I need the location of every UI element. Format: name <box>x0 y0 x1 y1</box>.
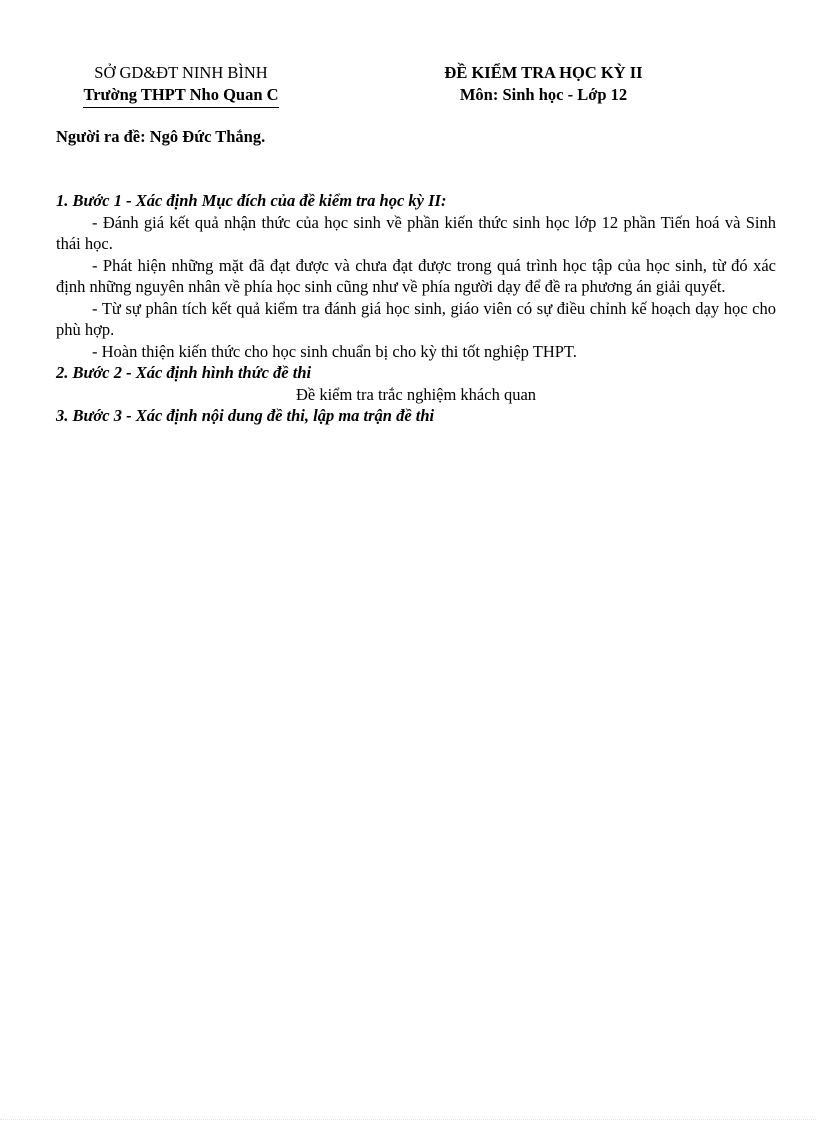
exam-subject: Môn: Sinh học - Lớp 12 <box>459 85 628 104</box>
step3-heading: 3. Bước 3 - Xác định nội dung đề thi, lập ma trận đề thi <box>56 406 435 425</box>
author-line: Người ra đề: Ngô Đức Thắng. <box>56 127 266 146</box>
document-body <box>56 190 776 427</box>
department-name: SỞ GD&ĐT NINH BÌNH <box>94 63 268 82</box>
step1-item: - Đánh giá kết quả nhận thức của học sinh về phần kiến thức sinh học lớp 12 phần Tiến hoá và Sinh thái học. <box>56 212 776 253</box>
page-bottom-divider <box>0 1119 816 1120</box>
step2-text: Đề kiểm tra trắc nghiệm khách quan <box>295 384 537 404</box>
step2-heading: 2. Bước 2 - Xác định hình thức đề thi <box>56 363 312 382</box>
exam-info-block <box>416 62 671 106</box>
issuer-block <box>56 62 306 108</box>
step1-item: - Từ sự phân tích kết quả kiểm tra đánh giá học sinh, giáo viên có sự điều chỉnh kế hoạch dạy học cho phù hợp. <box>56 298 776 339</box>
document-header <box>56 62 776 110</box>
step1-item: - Phát hiện những mặt đã đạt được và chưa đạt được trong quá trình học tập của học sinh, từ đó xác định những nguyên nhân về phía học sinh cũng như về phía người dạy để đề ra phương án giải quyết. <box>56 255 776 296</box>
school-name: Trường THPT Nho Quan C <box>83 84 278 108</box>
exam-title: ĐỀ KIỂM TRA HỌC KỲ II <box>444 63 643 82</box>
step1-heading: 1. Bước 1 - Xác định Mục đích của đề kiểm tra học kỳ II: <box>56 191 447 210</box>
step1-item: - Hoàn thiện kiến thức cho học sinh chuẩn bị cho kỳ thi tốt nghiệp THPT. <box>92 341 577 361</box>
